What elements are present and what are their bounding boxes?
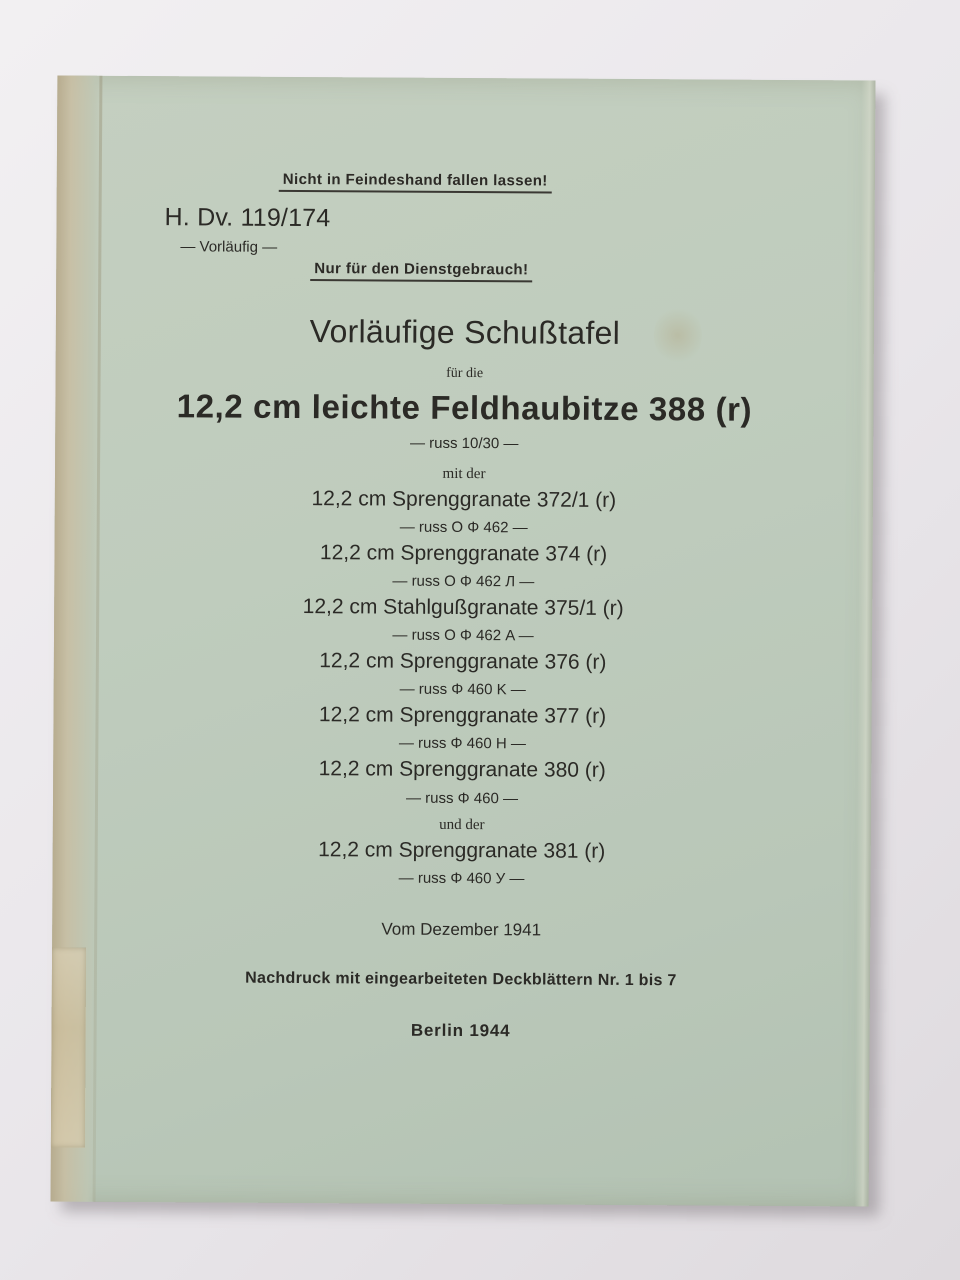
edition-date: Vom Dezember 1941 bbox=[381, 919, 542, 940]
shell-name: 12,2 cm Sprenggranate 381 (r) bbox=[318, 838, 606, 863]
reprint-note: Nachdruck mit eingearbeiteten Deckblättern Nr. 1 bis 7 bbox=[245, 969, 677, 990]
warning-service-use: Nur für den Dienstgebrauch! bbox=[310, 260, 532, 282]
shell-name: 12,2 cm Stahlgußgranate 375/1 (r) bbox=[302, 595, 624, 620]
shell-designation: — russ Φ 460 K — bbox=[399, 680, 526, 699]
shell-designation: — russ Φ 460 У — bbox=[398, 869, 525, 888]
shell-designation: — russ O Φ 462 A — bbox=[392, 626, 534, 645]
weapon-origin: — russ 10/30 — bbox=[409, 434, 519, 453]
shell-designation: — russ Φ 460 — bbox=[405, 789, 519, 808]
shell-name: 12,2 cm Sprenggranate 376 (r) bbox=[319, 649, 607, 674]
designation-note: — Vorläufig — bbox=[180, 238, 278, 256]
shell-designation: — russ Φ 460 H — bbox=[398, 734, 526, 753]
cover-text bbox=[51, 76, 876, 1207]
shell-name: 12,2 cm Sprenggranate 377 (r) bbox=[318, 703, 607, 728]
and-label: und der bbox=[439, 816, 485, 834]
shell-designation: — russ O Φ 462 Л — bbox=[392, 572, 535, 591]
document-designation: H. Dv. 119/174 bbox=[164, 203, 331, 233]
with-label: mit der bbox=[442, 465, 486, 483]
warning-enemy-hands: Nicht in Feindeshand fallen lassen! bbox=[279, 171, 552, 194]
place-year: Berlin 1944 bbox=[410, 1020, 511, 1041]
booklet-cover bbox=[51, 76, 876, 1207]
shell-name: 12,2 cm Sprenggranate 372/1 (r) bbox=[311, 487, 617, 512]
shell-name: 12,2 cm Sprenggranate 374 (r) bbox=[319, 541, 608, 566]
main-title: Vorläufige Schußtafel bbox=[309, 313, 621, 351]
shell-designation: — russ O Φ 462 — bbox=[399, 518, 528, 537]
title-connector: für die bbox=[446, 365, 484, 382]
shell-name: 12,2 cm Sprenggranate 380 (r) bbox=[318, 757, 606, 782]
weapon-title: 12,2 cm leichte Feldhaubitze 388 (r) bbox=[176, 387, 753, 428]
